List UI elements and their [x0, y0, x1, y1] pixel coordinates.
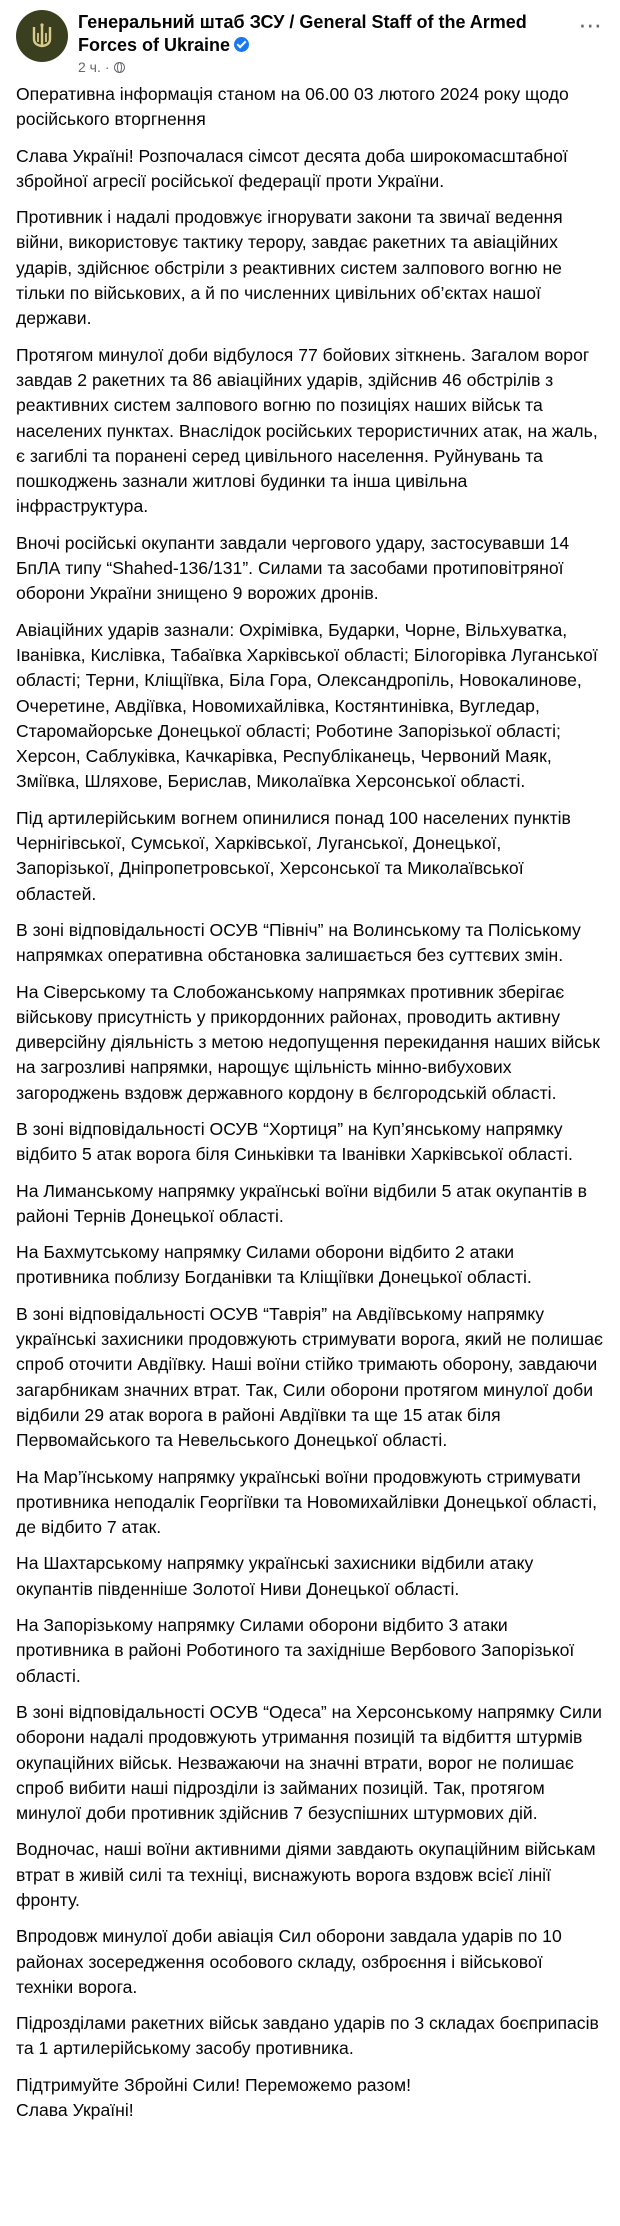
post-time[interactable]: 2 ч.	[78, 59, 101, 75]
more-options-icon[interactable]: ···	[578, 8, 602, 39]
globe-icon[interactable]	[114, 62, 125, 73]
meta-separator: ·	[104, 59, 110, 75]
post-meta	[78, 10, 575, 76]
post-paragraph: Підрозділами ракетних військ завдано ударів по 3 складах боєприпасів та 1 артилерійському засобу противника.	[16, 2013, 599, 2059]
post-subline	[78, 58, 575, 76]
post-paragraph: В зоні відповідальності ОСУВ “Північ” на Волинському та Поліському напрямках оперативна обстановка залишається без суттєвих змін.	[16, 919, 581, 966]
post-paragraph: На Бахмутському напрямку Силами оборони відбито 2 атаки противника поблизу Богданівки та Кліщіївки Донецької області.	[16, 1242, 532, 1288]
post-paragraph: В зоні відповідальності ОСУВ “Хортиця” на Куп’янському напрямку відбито 5 атак ворога біля Синьківки та Іванівки Харківської області.	[16, 1118, 573, 1165]
post-paragraph: В зоні відповідальності ОСУВ “Таврія” на Авдіївському напрямку українські захисники продовжують стримувати ворога, який не полишає спроб оточити Авдіївку. Наші воїни стійко тримають оборону, завдаючи загарбникам значних втрат. Так, Сили оборони протягом минулої доби відбили 29 атак ворога в районі Авдіївки та ще 15 атак біля Первомайського та Невельського Донецької області.	[16, 1303, 603, 1451]
post-paragraph: Оперативна інформація станом на 06.00 03 лютого 2024 року щодо російського вторгнення	[16, 84, 569, 130]
post-text	[16, 82, 604, 2123]
page-avatar[interactable]	[16, 10, 68, 62]
page-name[interactable]	[78, 11, 575, 57]
verified-badge-icon	[234, 37, 249, 52]
post-paragraph: На Мар’їнському напрямку українські воїни продовжують стримувати противника неподалік Георгіївки та Новомихайлівки Донецької області, де відбито 7 атак.	[16, 1466, 598, 1538]
post-paragraph: Під артилерійським вогнем опинилися понад 100 населених пунктів Чернігівської, Сумської, Харківської, Луганської, Донецької, Запорізької, Дніпропетровської, Херсонської та Миколаївської областей.	[16, 807, 571, 904]
post-paragraph: Протягом минулої доби відбулося 77 бойових зіткнень. Загалом ворог завдав 2 ракетних та 86 авіаційних ударів, здійснив 46 обстрілів з реактивних систем залпового вогню по позиціях наших військ та населених пунктах. Внаслідок російських терористичних атак, на жаль, є загиблі та поранені серед цивільного населення. Руйнувань та пошкоджень зазнали житлові будинки та інша цивільна інфраструктура.	[16, 344, 598, 517]
page-name-text[interactable]: Генеральний штаб ЗСУ / General Staff of the Armed Forces of Ukraine	[78, 12, 527, 55]
post-paragraph: На Шахтарському напрямку українські захисники відбили атаку окупантів південніше Золотої Ниви Донецької області.	[16, 1553, 534, 1599]
post-paragraph: Слава Україні! Розпочалася сімсот десята доба широкомасштабної збройної агресії російської федерації проти України.	[16, 145, 568, 191]
post-paragraph: На Запорізькому напрямку Силами оборони відбито 3 атаки противника в районі Роботиного та західніше Вербового Запорізької області.	[16, 1615, 575, 1686]
post-paragraph: На Лиманському напрямку українські воїни відбили 5 атак окупантів в районі Тернів Донецької області.	[16, 1180, 587, 1226]
post-paragraph: На Сіверському та Слобожанському напрямках противник зберігає військову присутність у прикордонних районах, проводить активну диверсійну діяльність з метою недопущення перекидання наших військ на загрозливі напрямки, нарощує щільність мінно-вибухових загороджень вздовж державного кордону в бєлгородській області.	[16, 981, 600, 1103]
post-header	[16, 10, 604, 82]
post-paragraph: Підтримуйте Збройні Сили! Переможемо разом! Слава Україні!	[16, 2074, 411, 2121]
post-paragraph: Впродовж минулої доби авіація Сил оборони завдала ударів по 10 районах зосередження особового складу, озброєння і військової техніки ворога.	[16, 1926, 562, 1997]
post-paragraph: Водночас, наші воїни активними діями завдають окупаційним військам втрат в живій силі та техніці, виснажують ворога вздовж всієї лінії фронту.	[16, 1839, 596, 1910]
post-paragraph: Противник і надалі продовжує ігнорувати закони та звичаї ведення війни, використовує тактику терору, завдає ракетних та авіаційних ударів, здійснює обстріли з реактивних систем залпового вогню не тільки по військових, а й по численних цивільних об’єктах нашої держави.	[16, 207, 563, 329]
post-paragraph: Авіаційних ударів зазнали: Охрімівка, Бударки, Чорне, Вільхуватка, Іванівка, Кислівка, Табаївка Харківської області; Білогорівка Луганської області; Терни, Кліщіївка, Біла Гора, Олександропіль, Новокалинове, Очеретине, Авдіївка, Новомихайлівка, Костянтинівка, Вугледар, Старомайорське Донецької області; Роботине Запорізької області; Херсон, Саблуківка, Качкарівка, Республіканець, Червоний Маяк, Зміївка, Шляхове, Берислав, Миколаївка Херсонської області.	[16, 619, 598, 792]
post-paragraph: Вночі російські окупанти завдали чергового удару, застосувавши 14 БпЛА типу “Shahed-136/131”. Силами та засобами протиповітряної оборони України знищено 9 ворожих дронів.	[16, 532, 570, 604]
trident-emblem-icon	[27, 21, 57, 51]
post-paragraph: В зоні відповідальності ОСУВ “Одеса” на Херсонському напрямку Сили оборони надалі продовжують утримання позицій та відбиття штурмів окупаційних військ. Незважаючи на значні втрати, ворог не полишає спроб вибити наші підрозділи із займаних позицій. Так, протягом минулої доби противник здійснив 7 безуспішних штурмових дій.	[16, 1701, 602, 1824]
